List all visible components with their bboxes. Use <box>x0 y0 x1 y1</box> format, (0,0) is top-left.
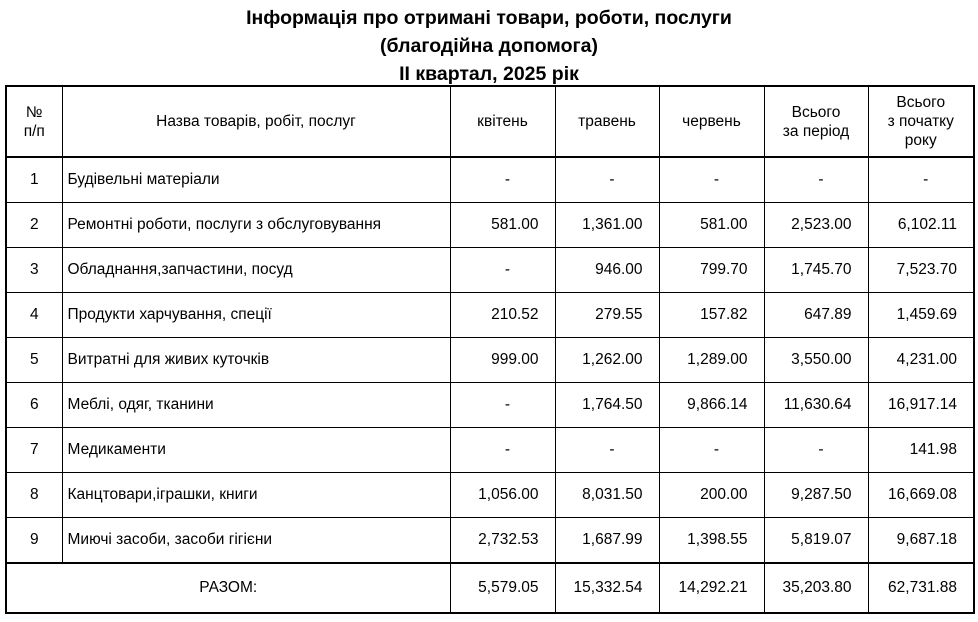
header-name: Назва товарів, робіт, послуг <box>62 86 450 157</box>
total-period: 35,203.80 <box>764 563 868 613</box>
cell-april: 581.00 <box>450 203 555 248</box>
cell-april: - <box>450 248 555 293</box>
header-num: № п/п <box>6 86 62 157</box>
cell-period: - <box>764 157 868 203</box>
cell-name: Витратні для живих куточків <box>62 338 450 383</box>
cell-name: Обладнання,запчастини, посуд <box>62 248 450 293</box>
cell-april: - <box>450 383 555 428</box>
cell-ytd: 9,687.18 <box>868 518 974 564</box>
cell-num: 5 <box>6 338 62 383</box>
cell-period: 2,523.00 <box>764 203 868 248</box>
title-line-1: Інформація про отримані товари, роботи, послуги <box>246 7 732 29</box>
cell-may: 946.00 <box>555 248 659 293</box>
cell-period: 11,630.64 <box>764 383 868 428</box>
cell-june: 1,289.00 <box>659 338 764 383</box>
cell-april: 1,056.00 <box>450 473 555 518</box>
cell-period: 5,819.07 <box>764 518 868 564</box>
table-row <box>6 473 974 518</box>
cell-num: 7 <box>6 428 62 473</box>
cell-june: 9,866.14 <box>659 383 764 428</box>
cell-april: 210.52 <box>450 293 555 338</box>
cell-april: 2,732.53 <box>450 518 555 564</box>
cell-june: 1,398.55 <box>659 518 764 564</box>
cell-june: 157.82 <box>659 293 764 338</box>
table-row <box>6 338 974 383</box>
cell-june: - <box>659 428 764 473</box>
cell-num: 3 <box>6 248 62 293</box>
total-row <box>6 563 974 613</box>
cell-ytd: 141.98 <box>868 428 974 473</box>
total-label: РАЗОМ: <box>6 563 450 613</box>
total-may: 15,332.54 <box>555 563 659 613</box>
cell-april: - <box>450 157 555 203</box>
table-row <box>6 248 974 293</box>
cell-may: 1,262.00 <box>555 338 659 383</box>
header-june: червень <box>659 86 764 157</box>
cell-num: 8 <box>6 473 62 518</box>
cell-name: Меблі, одяг, тканини <box>62 383 450 428</box>
title-line-2: (благодійна допомога) <box>380 35 598 57</box>
cell-num: 6 <box>6 383 62 428</box>
cell-num: 9 <box>6 518 62 564</box>
cell-name: Канцтовари,іграшки, книги <box>62 473 450 518</box>
header-april: квітень <box>450 86 555 157</box>
table-row <box>6 293 974 338</box>
cell-may: - <box>555 428 659 473</box>
cell-june: 799.70 <box>659 248 764 293</box>
cell-may: 8,031.50 <box>555 473 659 518</box>
cell-name: Миючі засоби, засоби гігієни <box>62 518 450 564</box>
cell-ytd: 4,231.00 <box>868 338 974 383</box>
cell-june: - <box>659 157 764 203</box>
title-line-3: ІІ квартал, 2025 рік <box>399 63 579 85</box>
cell-may: - <box>555 157 659 203</box>
header-ytd-total: Всього з початку року <box>868 86 974 157</box>
cell-name: Будівельні матеріали <box>62 157 450 203</box>
header-may: травень <box>555 86 659 157</box>
cell-april: 999.00 <box>450 338 555 383</box>
cell-num: 1 <box>6 157 62 203</box>
total-april: 5,579.05 <box>450 563 555 613</box>
cell-april: - <box>450 428 555 473</box>
cell-period: 9,287.50 <box>764 473 868 518</box>
cell-period: - <box>764 428 868 473</box>
cell-name: Ремонтні роботи, послуги з обслуговування <box>62 203 450 248</box>
cell-may: 279.55 <box>555 293 659 338</box>
cell-ytd: 6,102.11 <box>868 203 974 248</box>
total-ytd: 62,731.88 <box>868 563 974 613</box>
cell-june: 581.00 <box>659 203 764 248</box>
table-row <box>6 518 974 564</box>
table-row <box>6 203 974 248</box>
goods-services-table <box>5 85 975 614</box>
cell-name: Медикаменти <box>62 428 450 473</box>
header-row <box>6 86 974 157</box>
cell-june: 200.00 <box>659 473 764 518</box>
cell-ytd: 16,669.08 <box>868 473 974 518</box>
cell-name: Продукти харчування, спеції <box>62 293 450 338</box>
header-period-total: Всього за період <box>764 86 868 157</box>
cell-period: 3,550.00 <box>764 338 868 383</box>
cell-ytd: 7,523.70 <box>868 248 974 293</box>
cell-period: 1,745.70 <box>764 248 868 293</box>
cell-may: 1,764.50 <box>555 383 659 428</box>
table-row <box>6 383 974 428</box>
table-body <box>6 157 974 563</box>
cell-may: 1,361.00 <box>555 203 659 248</box>
cell-may: 1,687.99 <box>555 518 659 564</box>
cell-num: 4 <box>6 293 62 338</box>
cell-num: 2 <box>6 203 62 248</box>
document-title <box>0 4 978 88</box>
table-row <box>6 157 974 203</box>
cell-ytd: 16,917.14 <box>868 383 974 428</box>
cell-ytd: 1,459.69 <box>868 293 974 338</box>
cell-ytd: - <box>868 157 974 203</box>
table-row <box>6 428 974 473</box>
cell-period: 647.89 <box>764 293 868 338</box>
total-june: 14,292.21 <box>659 563 764 613</box>
